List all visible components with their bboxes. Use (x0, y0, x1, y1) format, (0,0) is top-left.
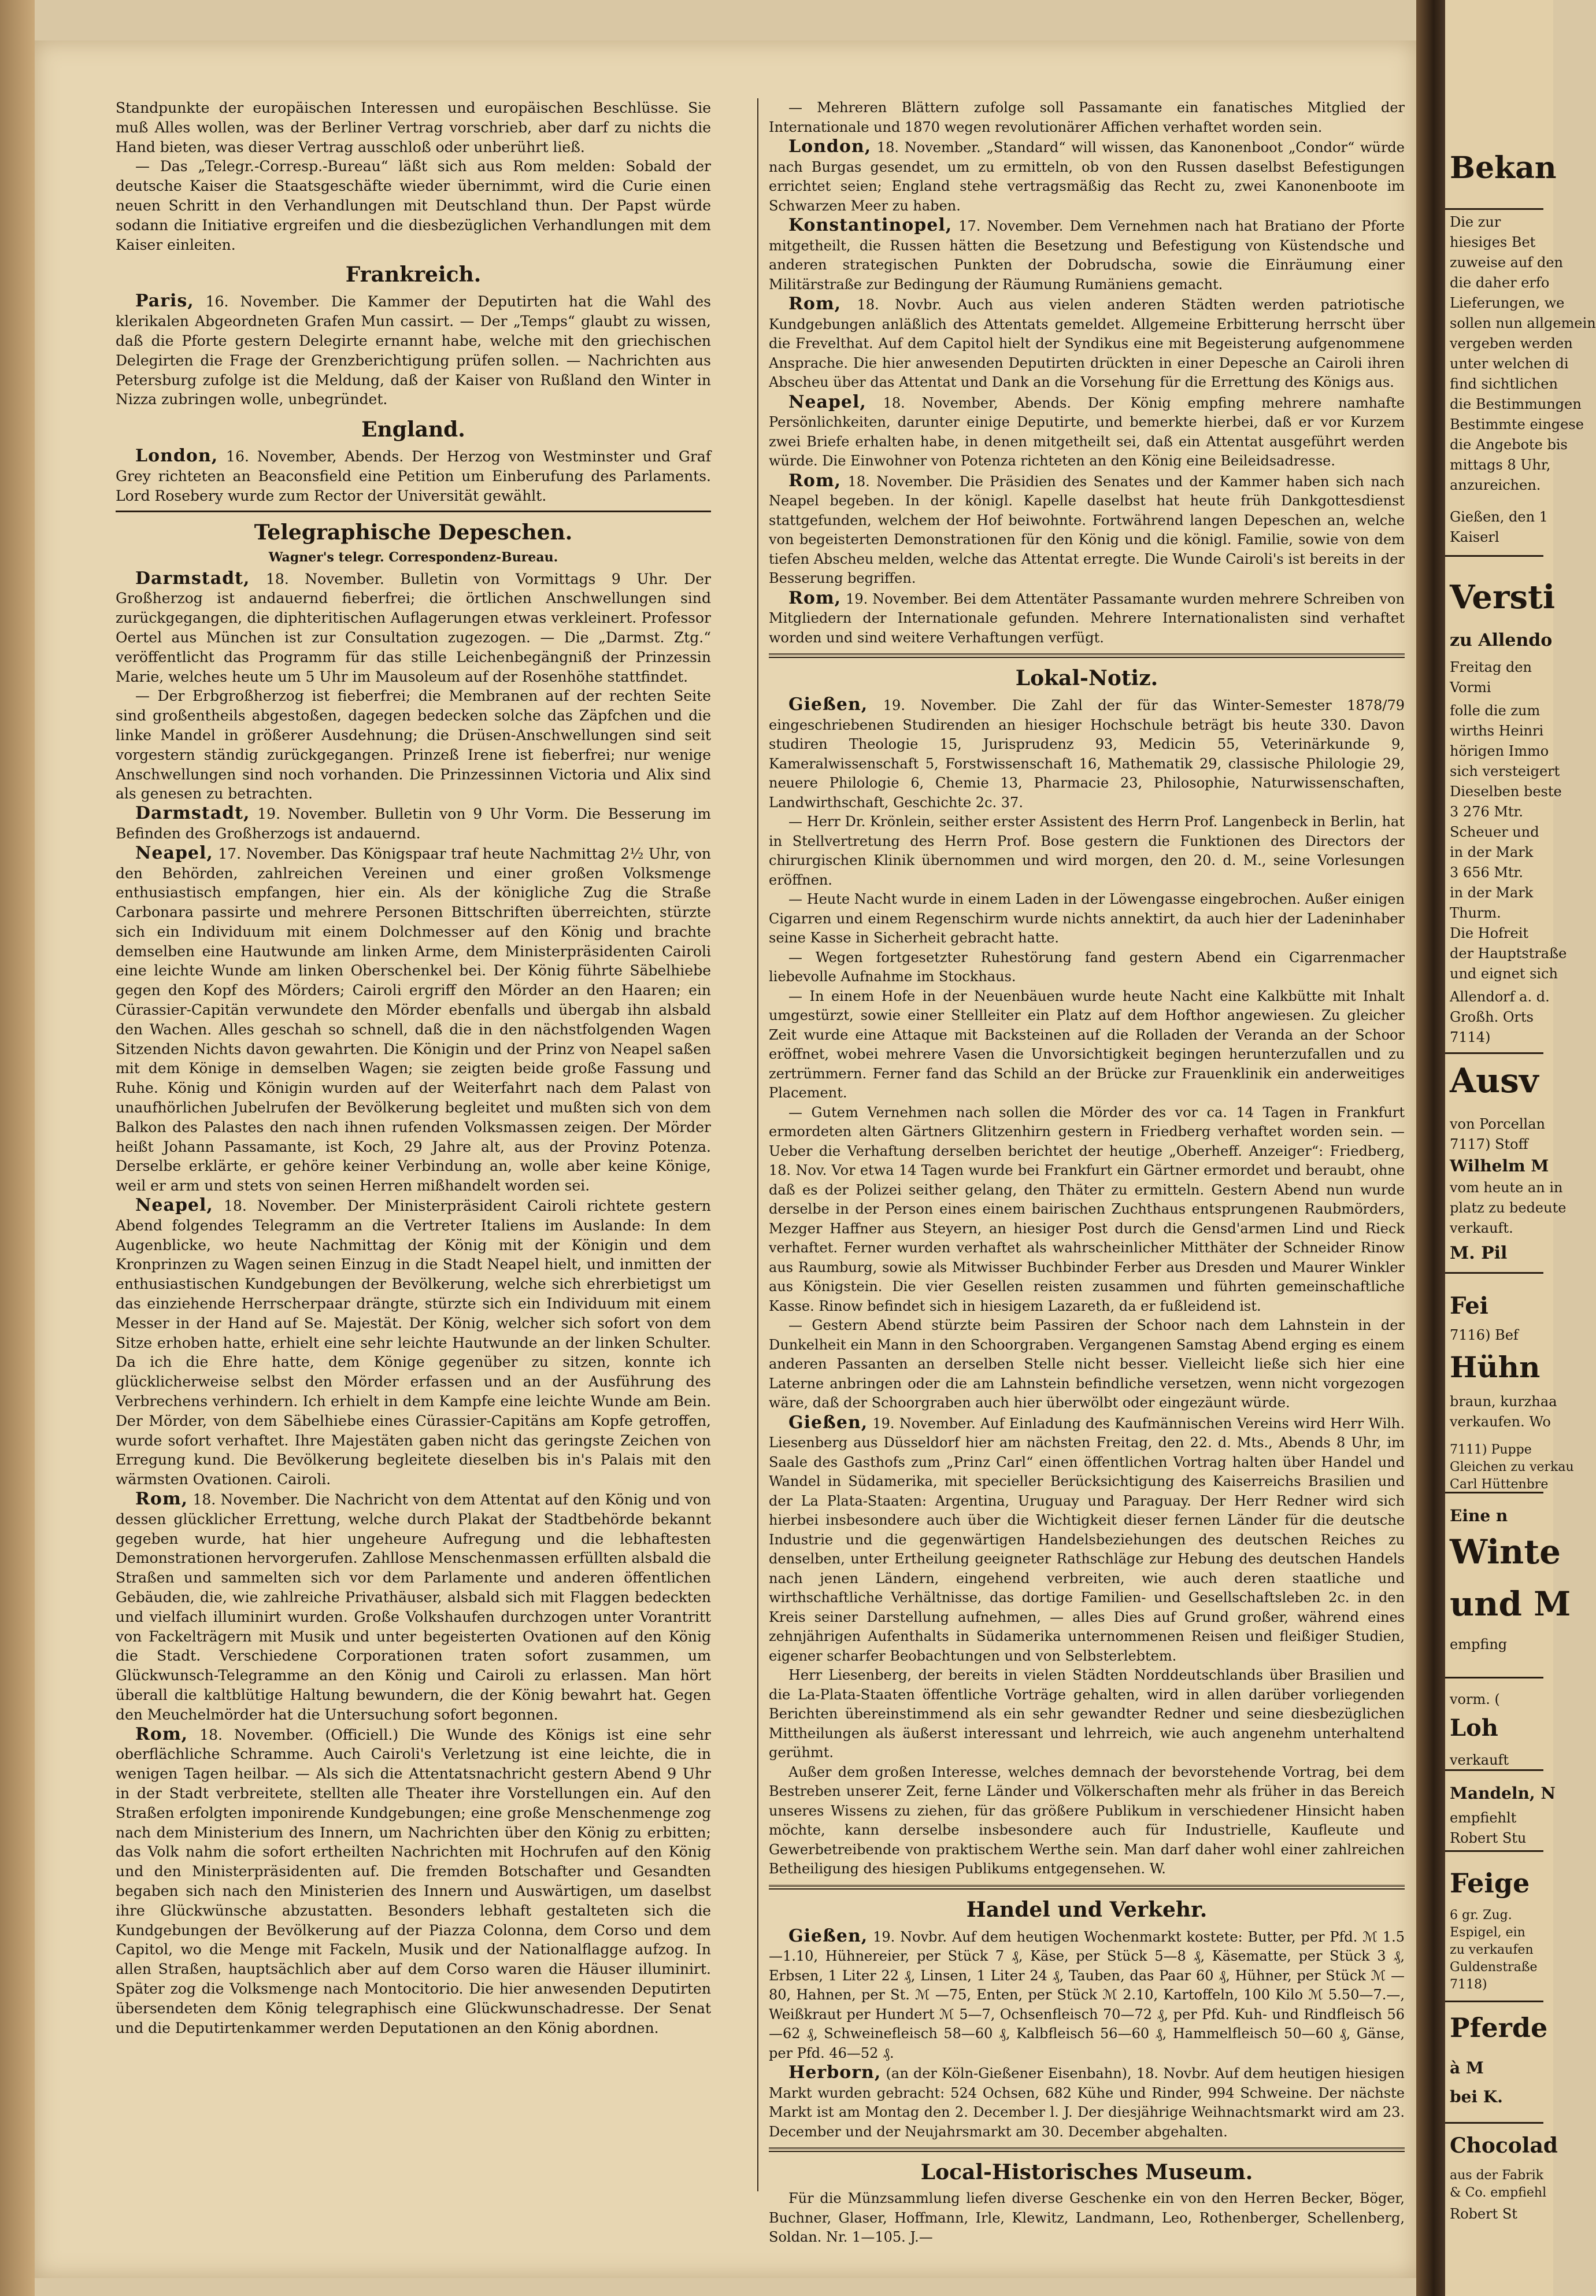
left-page-edge (0, 0, 35, 2296)
adjacent-page-text: die daher erfo (1450, 275, 1550, 291)
adjacent-page-text: zu Allendo (1450, 630, 1553, 650)
adjacent-page-text: Robert St (1450, 2206, 1517, 2222)
adjacent-page-rule (1445, 1492, 1543, 1493)
adjacent-page-text: und eignet sich (1450, 966, 1558, 982)
dateline: Rom, (788, 294, 842, 314)
paragraph-text: — Das „Telegr.-Corresp.-Bureau“ läßt sich aus Rom melden: Sobald der deutsche Kaiser die Staatsgeschäfte wieder übernimmt, wird die Curie einen neuen Schritt in den Verhandlungen mit Deutschland thun. Der Papst würde sodann die Initiative ergreifen und die diesbezüglichen Verhandlungen mit dem Kaiser einleiten. (116, 158, 711, 253)
dateline: Rom, (788, 470, 842, 491)
article-paragraph (769, 812, 1405, 890)
adjacent-page-text: sollen nun allgemein (1450, 315, 1596, 331)
adjacent-page-text: Die zur (1450, 214, 1501, 230)
paragraph-text: — Gutem Vernehmen nach sollen die Mörder des vor ca. 14 Tagen in Frankfurt ermordeten alten Gärtners Glitzenhirn gestern in Friedberg verhaftet worden sein. — Ueber die Verhaftung derselben berichtet der heutige „Oberheff. Anzeiger“: Friedberg, 18. Nov. Vor etwa 14 Tagen wurde bei Frankfurt ein Gärtner ermordet und beraubt, ohne daß es der Polizei seither gelang, den Thäter zu ermitteln. Gestern Abend nun wurde derselbe in der Person eines einem bairischen Zuchthaus entsprungenen Raubmörders, Mezger Haffner aus Steyern, an hiesiger Post durch die Gensd'armen Lind und Rieck verhaftet. Ferner wurden verhaftet als wahrscheinlicher Mitthäter der Schneider Rinow aus Raumburg, sowie als Mitwisser Buchbinder Ferber aus Dresden und Maurer Winkler aus Königstein. Die vier Gesellen reisten zusammen und führten gemeinschaftliche Kasse. Rinow befindet sich in hiesigem Lazareth, da er fußleidend ist. (769, 1104, 1405, 1314)
paragraph-text: — Herr Dr. Krönlein, seither erster Assistent des Herrn Prof. Langenbeck in Berlin, hat in Stellvertretung des Herrn Prof. Bose gestern die Funktionen des Directors der chirurgischen Klinik übernommen und wird morgen, den 20. d. M., seine Vorlesungen eröffnen. (769, 814, 1405, 888)
paragraph-text: 16. November. Die Kammer der Deputirten hat die Wahl des klerikalen Abgeordneten Grafen Mun cassirt. — Der „Temps“ glaubt zu wissen, daß die Pforte gestern Delegirte ernannt habe, welche mit den griechischen Delegirten die Frage der Grenzberichtigung prüfen sollen. — Nachrichten aus Petersburg zufolge ist die Meldung, daß der Kaiser von Rußland den Winter in Nizza zubringen wolle, unbegründet. (116, 293, 711, 408)
adjacent-page-text: Versti (1450, 578, 1556, 616)
paragraph-text: 19. November. Auf Einladung des Kaufmännischen Vereins wird Herr Wilh. Liesenberg aus Düsseldorf hier am nächsten Freitag, den 22. d. Mts., Abends 8 Uhr, im Saale des Gasthofs zum „Prinz Carl“ einen öffentlichen Vortrag halten über Handel und Wandel in Südamerika, mit specieller Berücksichtigung des Kaiserreichs Brasilien und der La Plata-Staaten: Argentina, Uruguay und Paraguay. Der Herr Redner wird sich hierbei insbesondere auch über die Wichtigkeit dieser fernen Länder für die deutsche Industrie und die gegenwärtigen Handelsbeziehungen des deutschen Reiches zu denselben, unter Ertheilung geeigneter Rathschläge zur Hebung des deutschen Handels nach jenen Ländern, eingehend verbreiten, wie auch deren staatliche und wirthschaftliche Verhältnisse, das dortige Familien- und Gesellschaftsleben 2c. in den Kreis seiner Darstellung aufnehmen, — alles Dies auf Grund großer, während eines zehnjährigen Aufenthalts in Südamerika unternommenen Reisen und fleißiger Studien, eigener scharfer Beobachtungen und von Selbsterlebtem. (769, 1415, 1405, 1664)
section-heading: Frankreich. (345, 262, 482, 287)
article-paragraph (769, 890, 1405, 948)
article-paragraph (116, 446, 711, 505)
paragraph-text: 18. November, Abends. Der König empfing mehrere namhafte Persönlichkeiten, darunter einige Deputirte, und bemerkte hierbei, daß er vor Kurzem zwei Briefe erhalten habe, in denen mitgetheilt sei, daß ein Attentat ausgeführt werden würde. Die Einwohner von Potenza richteten an den König eine Beileidsadresse. (769, 394, 1405, 469)
adjacent-page-text: folle die zum (1450, 703, 1541, 719)
adjacent-page-text: unter welchen di (1450, 356, 1569, 372)
adjacent-page-text: Lieferungen, we (1450, 295, 1565, 311)
article-paragraph (116, 98, 711, 157)
column-divider (757, 98, 758, 2191)
adjacent-page-text: Bestimmte eingese (1450, 416, 1584, 432)
adjacent-page-text: der Hauptstraße (1450, 945, 1567, 962)
adjacent-page-text: & Co. empfiehl (1450, 2186, 1547, 2200)
adjacent-page-text: Freitag den (1450, 659, 1532, 675)
adjacent-page-rule (1445, 1677, 1543, 1678)
adjacent-page-text: 7118) (1450, 1977, 1487, 1992)
adjacent-page-text: Espigel, ein (1450, 1925, 1525, 1940)
adjacent-page-text: Gießen, den 1 (1450, 509, 1548, 525)
paragraph-text: 18. Novbr. Auch aus vielen anderen Städten werden patriotische Kundgebungen anläßlich des Attentats gemeldet. Allgemeine Erbitterung herrscht über die Frevelthat. Auf dem Capitol hielt der Syndikus eine mit Begeisterung aufgenommene Ansprache. Die hier anwesenden Deputirten drückten in einer Depesche an Cairoli ihren Abscheu über das Attentat und Dank an die Vorsehung für die Errettung des Königs aus. (769, 297, 1405, 390)
paragraph-text: — Heute Nacht wurde in einem Laden in der Löwengasse eingebrochen. Außer einigen Cigarren und einem Regenschirm wurde nichts annektirt, da auch hier der Ladeninhaber seine Kasse in Sicherheit gebracht hatte. (769, 891, 1405, 946)
adjacent-page-text: empfiehlt (1450, 1810, 1517, 1826)
section-rule (116, 511, 711, 512)
dateline: London, (135, 446, 219, 467)
paragraph-text: — Mehreren Blättern zufolge soll Passamante ein fanatisches Mitglied der Internationale und 1870 wegen revolutionärer Affichen verhaftet worden sein. (769, 99, 1405, 135)
adjacent-page-text: Fei (1450, 1292, 1488, 1319)
adjacent-page-text: Carl Hüttenbre (1450, 1477, 1549, 1492)
article-paragraph (116, 1725, 711, 2038)
sub-heading: Wagner's telegr. Correspondenz-Bureau. (268, 549, 558, 565)
adjacent-page-text: zu verkaufen (1450, 1943, 1534, 1957)
adjacent-page-text: bei K. (1450, 2087, 1503, 2106)
article-paragraph (769, 695, 1405, 812)
adjacent-page-text: vergeben werden (1450, 335, 1573, 352)
adjacent-page-rule (1445, 1850, 1543, 1852)
article-paragraph (116, 1489, 711, 1725)
adjacent-page-rule (1445, 208, 1543, 210)
article-paragraph (116, 686, 711, 804)
adjacent-page-text: Pferde (1450, 2012, 1548, 2043)
dateline: Gießen, (788, 1412, 868, 1433)
adjacent-page-text: verkauft (1450, 1752, 1509, 1768)
paragraph-text: 18. November. Der Ministerpräsident Cairoli richtete gestern Abend folgendes Telegramm an die Vertreter Italiens im Auslande: In dem Augenblicke, wo heute Nachmittag der König mit der Königin und dem Kronprinzen zu Wagen seinen Einzug in die Stadt Neapel hielt, und inmitten der enthusiastischen Kundgebungen der Bevölkerung, welche sich ehrerbietigst um das einziehende Herrscherpaar drängte, stürzte sich ein Individuum mit einem Messer in der Hand auf Se. Majestät. Der König, welcher sich sofort von dem Sitze erhoben hatte, erhielt eine sehr leichte Hautwunde an der linken Schulter. Da ich die Ehre hatte, dem Könige gegenüber zu sitzen, konnte ich glücklicherweise selbst den Mörder erfassen und an der Ausführung des Verbrechens verhindern. Ich erhielt in dem Kampfe eine leichte Wunde am Bein. Der Mörder, von dem Säbelhiebe eines Cürassier-Capitäns am Kopfe getroffen, wurde sofort verhaftet. Ihre Majestäten gaben nicht das geringste Zeichen von Erregung kund. Die Bevölkerung begleitete dieselben bis in's Palais mit den wärmsten Ovationen. Cairoli. (116, 1197, 711, 1488)
adjacent-page-text: Großh. Orts (1450, 1009, 1534, 1025)
double-rule (769, 653, 1405, 658)
adjacent-page-text: von Porcellan (1450, 1116, 1545, 1132)
article-paragraph (769, 2189, 1405, 2247)
paragraph-text: 18. November. Bulletin von Vormittags 9 Uhr. Der Großherzog ist andauernd fieberfrei; die örtlichen Anschwellungen sind zurückgegangen, die diphteritischen Auflagerungen etwas verkleinert. Professor Oertel aus München ist zur Consultation zugezogen. — Die „Darmst. Ztg.“ veröffentlicht das Programm für das stille Leichenbegängniß der Prinzessin Marie, welches heute um 5 Uhr im Mausoleum auf der Rosenhöhe stattfindet. (116, 570, 711, 685)
adjacent-page-text: die Angebote bis (1450, 437, 1568, 453)
adjacent-page-text: M. Pil (1450, 1243, 1508, 1263)
paragraph-text: (an der Köln-Gießener Eisenbahn), 18. Novbr. Auf dem heutigen hiesigen Markt wurden gebracht: 524 Ochsen, 682 Kühe und Rinder, 994 Schweine. Der nächste Markt ist am Montag den 2. December l. J. Der diesjährige Weihnachtsmarkt wird am 23. December und der Neujahrsmarkt am 30. December abgehalten. (769, 2065, 1405, 2140)
adjacent-page-rule (1445, 1052, 1543, 1054)
adjacent-page-text: Winte (1450, 1532, 1561, 1572)
paragraph-text: — Der Erbgroßherzog ist fieberfrei; die Membranen auf der rechten Seite sind großentheils abgestoßen, dagegen bedecken solche das Zäpfchen und die linke Mandel in größerer Ausdehnung; die Drüsen-Anschwellungen sind seit vorgestern ständig zurückgegangen. Prinzeß Irene ist fieberfrei; nur wenige Anschwellungen sind noch vorhanden. Die Prinzessinnen Victoria und Alix sind als genesen zu betrachten. (116, 687, 711, 803)
book-gutter (1416, 0, 1445, 2296)
article-paragraph (769, 987, 1405, 1103)
article-paragraph (116, 291, 711, 409)
dateline: Neapel, (135, 1195, 213, 1216)
adjacent-page-text: verkauft. (1450, 1220, 1513, 1236)
adjacent-page-text: 3 276 Mtr. (1450, 804, 1524, 820)
adjacent-page-text: vorm. ( (1450, 1691, 1500, 1707)
paragraph-text: 17. November. Das Königspaar traf heute Nachmittag 2½ Uhr, von den Behörden, zahlreichen Vereinen und einer großen Volksmenge enthusiastisch empfangen, hier ein. Als der königliche Zug die Straße Carbonara passirte und mehrere Personen Bittschriften überreichten, stürzte sich ein Individuum mit einem Dolchmesser auf den König und brachte demselben eine Hautwunde am linken Arme, dem Ministerpräsidenten Cairoli eine leichte Wunde am linken Oberschenkel bei. Der König führte Säbelhiebe gegen den Kopf des Mörders; Cairoli ergriff den Mörder an den Haaren; ein Cürassier-Capitän verwundete den Mörder ebenfalls und übergab ihn alsbald den Wachen. Alles geschah so schnell, daß die in den nächstfolgenden Wagen Sitzenden Nichts davon gewahrten. Die Königin und der Prinz von Neapel saßen mit dem Könige in demselben Wagen; sie zeigten beide große Fassung und Ruhe. König und Königin wurden auf der Weiterfahrt nach dem Palast von unaufhörlichen Jubelrufen der Bevölkerung begleitet und mußten sich von dem Balkon des Palastes den nach ihnen rufenden Volksmassen zeigen. Der Mörder heißt Johann Passamante, ist Koch, 29 Jahre alt, aus der Provinz Potenza. Derselbe erklärte, er gehöre keiner Verbindung an, wolle aber keine Könige, weil er arm und stets von seinen Herren mißhandelt worden sei. (116, 845, 711, 1195)
adjacent-page-text: Robert Stu (1450, 1830, 1527, 1846)
adjacent-page-text: Gleichen zu verkau (1450, 1460, 1574, 1474)
adjacent-page-text: Thurm. (1450, 905, 1501, 921)
adjacent-page-text: hiesiges Bet (1450, 234, 1536, 250)
adjacent-page-text: 6 gr. Zug. (1450, 1908, 1512, 1922)
adjacent-page-text: Guldenstraße (1450, 1960, 1538, 1975)
adjacent-page-text: in der Mark (1450, 885, 1534, 901)
paragraph-text: 18. November. „Standard“ will wissen, das Kanonenboot „Condor“ würde nach Burgas gesendet, um zu ermitteln, ob von den Russen daselbst Befestigungen errichtet seien; England stehe vertragsmäßig das Recht zu, zwei Kanonenboote im Schwarzen Meer zu haben. (769, 139, 1405, 214)
paragraph-text: 19. November. Die Zahl der für das Winter-Semester 1878/79 eingeschriebenen Studirenden an hiesiger Hochschule beträgt bis heute 330. Davon studiren Theologie 15, Jurisprudenz 93, Medicin 55, Veterinärkunde 9, Kameralwissenschaft 5, Forstwissenschaft 16, Mathematik 29, classische Philologie 29, neuere Philologie 6, Chemie 13, Pharmacie 23, Philosophie, Naturwissenschaften, Landwirthschaft, Geschichte 2c. 37. (769, 697, 1405, 811)
adjacent-page-text: à M (1450, 2058, 1484, 2077)
left-column (116, 98, 711, 2214)
article-paragraph (769, 393, 1405, 471)
section-heading: Local-Historisches Museum. (920, 2160, 1253, 2184)
article-paragraph (116, 157, 711, 254)
paragraph-text: — In einem Hofe in der Neuenbäuen wurde heute Nacht eine Kalkbütte mit Inhalt umgestürzt, sowie einer Stellleiter ein Platz auf dem Hofthor angewiesen. Zu gleicher Zeit wurde eine Attaque mit Backsteinen auf die Rolladen der Veranda an der Schoor eröffnet, wobei mehrere Vasen die Unvorsichtigkeit begingen herunterzufallen und zu zertrümmern. Ferner fand das Schild an der Brücke zur Frauenklinik ein anderweitiges Placement. (769, 988, 1405, 1101)
paragraph-text: 16. November, Abends. Der Herzog von Westminster und Graf Grey richteten an Beaconsfield eine Petition um Einberufung des Parlaments. Lord Rosebery wurde zum Rector der Universität gewählt. (116, 448, 711, 504)
adjacent-page-text: in der Mark (1450, 844, 1534, 860)
adjacent-page-text: anzureichen. (1450, 477, 1541, 493)
adjacent-page-text: Bekan (1450, 150, 1557, 186)
paragraph-text: — Gestern Abend stürzte beim Passiren der Schoor nach dem Lahnstein in der Dunkelheit ein Mann in den Schoorgraben. Vergangenen Samstag Abend erging es einem anderen Passanten an derselben Stelle nicht besser. Vielleicht ließe sich hier eine Laterne anbringen oder die am Lahnstein befindliche versetzen, wenn nicht vorgezogen wäre, daß der Schoorgraben auch hier überwölbt oder eingezäunt würde. (769, 1317, 1405, 1411)
adjacent-page-rule (1445, 2122, 1543, 2124)
article-paragraph (116, 1196, 711, 1489)
adjacent-page-fragment (1445, 0, 1596, 2296)
section-heading: England. (361, 417, 465, 442)
adjacent-page-text: Feige (1450, 1868, 1530, 1899)
article-paragraph (769, 216, 1405, 294)
adjacent-page-text: hörigen Immo (1450, 743, 1549, 759)
paragraph-text: 19. Novbr. Auf dem heutigen Wochenmarkt kostete: Butter, per Pfd. ℳ 1.5—1.10, Hühnereier, per Stück 7 ₰, Käse, per Stück 5—8 ₰, Käsematte, per Stück 3 ₰, Erbsen, 1 Liter 22 ₰, Linsen, 1 Liter 24 ₰, Tauben, das Paar 60 ₰, Hühner, per Stück ℳ —80, Hahnen, per St. ℳ —75, Enten, per Stück ℳ 2.10, Kartoffeln, 100 Kilo ℳ 5.50—7.—, Weißkraut per Hundert ℳ 5—7, Ochsenfleisch 70—72 ₰, per Pfd. Kuh- und Rindfleisch 56—62 ₰, Schweinefleisch 58—60 ₰, Kalbfleisch 56—60 ₰, Hammelfleisch 50—60 ₰, Gänse, per Pfd. 46—52 ₰. (769, 1928, 1405, 2061)
adjacent-page-text: Mandeln, N (1450, 1784, 1556, 1803)
adjacent-page-text: die Bestimmungen (1450, 396, 1582, 412)
dateline: Gießen, (788, 1925, 868, 1946)
article-paragraph (769, 589, 1405, 648)
adjacent-page-text: find sichtlichen (1450, 376, 1558, 392)
adjacent-page-rule (1445, 1272, 1543, 1274)
double-rule (769, 2147, 1405, 2152)
adjacent-page-text: Vormi (1450, 679, 1491, 696)
article-paragraph (769, 471, 1405, 589)
dateline: Neapel, (788, 391, 866, 412)
dateline: London, (788, 136, 872, 157)
adjacent-page-text: Hühn (1450, 1350, 1541, 1384)
adjacent-page-rule (1445, 555, 1543, 557)
dateline: Rom, (135, 1489, 188, 1509)
article-paragraph (116, 844, 711, 1196)
article-paragraph (769, 294, 1405, 393)
adjacent-page-text: Ausv (1450, 1061, 1539, 1100)
dateline: Rom, (788, 587, 842, 608)
adjacent-page-text: zuweise auf den (1450, 254, 1563, 271)
adjacent-page-text: empfing (1450, 1636, 1508, 1652)
paragraph-text: 18. November. Die Präsidien des Senates und der Kammer haben sich nach Neapel begeben. In der königl. Kapelle daselbst hat heute früh Dankgottesdienst stattgefunden, welchem der Hof beiwohnte. Fortwährend langen Depeschen an, welche von begeisterten Demonstrationen für den König und die königl. Familie, sowie von dem tiefen Abscheu melden, welche das Attentat erregte. Die Wunde Cairoli's ist bereits in der Besserung begriffen. (769, 473, 1405, 586)
article-paragraph (769, 1927, 1405, 2064)
adjacent-page-text: Die Hofreit (1450, 925, 1529, 941)
adjacent-page-text: vom heute an in (1450, 1180, 1563, 1196)
dateline: Herborn, (788, 2062, 882, 2083)
adjacent-page-text: Dieselben beste (1450, 783, 1562, 800)
adjacent-page-text: 7114) (1450, 1029, 1491, 1045)
right-column (769, 98, 1405, 2245)
adjacent-page-text: braun, kurzhaa (1450, 1393, 1557, 1410)
section-heading: Lokal-Notiz. (1015, 666, 1158, 690)
adjacent-page-text: mittags 8 Uhr, (1450, 457, 1551, 473)
adjacent-page-text: wirths Heinri (1450, 723, 1544, 739)
adjacent-page-rule (1445, 1769, 1543, 1771)
adjacent-page-text: Kaiserl (1450, 529, 1499, 545)
paragraph-text: Standpunkte der europäischen Interessen und europäischen Beschlüsse. Sie muß Alles wollen, was der Berliner Vertrag vorschrieb, aber darf zu nichts die Hand bieten, was dieser Vertrag ausschloß oder unberührt ließ. (116, 99, 711, 156)
adjacent-page-text: verkaufen. Wo (1450, 1414, 1551, 1430)
adjacent-page-text: Chocolad (1450, 2134, 1558, 2158)
section-heading: Telegraphische Depeschen. (254, 520, 573, 545)
adjacent-page-text: aus der Fabrik (1450, 2168, 1544, 2183)
article-paragraph (769, 1316, 1405, 1413)
adjacent-page-text: 7116) Bef (1450, 1327, 1519, 1343)
dateline: Darmstadt, (135, 803, 250, 824)
adjacent-page-text: 7117) Stoff (1450, 1136, 1528, 1152)
adjacent-page-text: platz zu bedeute (1450, 1200, 1567, 1216)
paragraph-text: 19. November. Bei dem Attentäter Passamante wurden mehrere Schreiben von Mitgliedern der Internationale gefunden. Mehrere Internationalisten sind verhaftet worden und sind weitere Verhaftungen verfügt. (769, 590, 1405, 646)
article-paragraph (769, 1103, 1405, 1317)
article-paragraph (769, 98, 1405, 137)
dateline: Darmstadt, (135, 568, 250, 589)
adjacent-page-text: Eine n (1450, 1506, 1508, 1525)
dateline: Neapel, (135, 842, 213, 863)
adjacent-page-text: Scheuer und (1450, 824, 1539, 840)
dateline: Paris, (135, 291, 194, 312)
adjacent-page-text: Allendorf a. d. (1450, 989, 1550, 1005)
adjacent-page-text: Loh (1450, 1714, 1498, 1742)
paragraph-text: Für die Münzsammlung liefen diverse Geschenke ein von den Herren Becker, Böger, Buchner, Glaser, Hoffmann, Irle, Klewitz, Landmann, Leo, Rothenberger, Schellenberg, Soldan. Nr. 1—105. J.— (769, 2190, 1405, 2245)
double-rule (769, 1885, 1405, 1890)
article-paragraph (769, 1763, 1405, 1879)
article-paragraph (116, 804, 711, 844)
paragraph-text: 18. November. Die Nachricht von dem Attentat auf den König und von dessen glücklicher Errettung, welche durch Plakat der Stadtbehörde bekannt gegeben wurde, hat hier ungeheure Aufregung und die lebhaftesten Demonstrationen hervorgerufen. Zahllose Menschenmassen erfüllten alsbald die Straßen und sammelten sich vor dem Parlamente und anderen öffentlichen Gebäuden, die, wie zahlreiche Privathäuser, alsbald sich mit Flaggen bedeckten und vielfach illuminirt wurden. Große Volkshaufen durchzogen unter Vorantritt von Fackelträgern mit Musik und unter begeisterten Ovationen auf den König die Stadt. Verschiedene Corporationen traten sofort zusammen, um Glückwunsch-Telegramme an den König und Cairoli zu erlassen. Man hört überall die kaltblütige Haltung bewundern, die der König bewahrt hat. Gegen den Meuchelmörder hat die Untersuchung sofort begonnen. (116, 1491, 711, 1723)
article-paragraph (769, 1666, 1405, 1763)
dateline: Gießen, (788, 694, 868, 715)
dateline: Konstantinopel, (788, 215, 953, 235)
adjacent-page-rule (1445, 2001, 1543, 2002)
dateline: Rom, (135, 1724, 188, 1744)
paragraph-text: 19. November. Bulletin von 9 Uhr Vorm. Die Besserung im Befinden des Großherzogs ist andauernd. (116, 805, 711, 842)
paragraph-text: Herr Liesenberg, der bereits in vielen Städten Norddeutschlands über Brasilien und die La-Plata-Staaten öffentliche Vorträge gehalten, wird in allen darüber vorliegenden Berichten übereinstimmend als ein sehr gewandter Redner und seine diesbezüglichen Mittheilungen als äußerst interessant und lehrreich, wie auch angenehm unterhaltend gerühmt. (769, 1667, 1405, 1761)
adjacent-page-text: 3 656 Mtr. (1450, 864, 1524, 881)
article-paragraph (769, 948, 1405, 987)
article-paragraph (769, 1413, 1405, 1666)
article-paragraph (769, 137, 1405, 216)
adjacent-page-text: und M (1450, 1584, 1571, 1624)
article-paragraph (116, 569, 711, 687)
paragraph-text: 18. November. (Officiell.) Die Wunde des Königs ist eine sehr oberflächliche Schramme. Auch Cairoli's Verletzung ist eine leichte, die in wenigen Tagen heilbar. — Als sich die Attentatsnachricht gestern Abend 9 Uhr in der Stadt verbreitete, stellten alle Theater ihre Vorstellungen ein. Auf den Straßen erfolgten imponirende Kundgebungen; eine große Menschenmenge zog nach dem Ministerium des Innern, um Nachrichten über den König zu erbitten; das Volk nahm die sofort ertheilten Nachrichten mit Hochrufen auf den König und den Ministerpräsidenten auf. Die fremden Botschafter und Gesandten begaben sich nach den Ministerien des Innern und Auswärtigen, um daselbst ihre Glückwünsche abzustatten. Besonders lebhaft gestalteten sich die Kundgebungen der Bevölkerung auf der Piazza Colonna, dem Corso und dem Capitol, wo die Menge mit Fackeln, Musik und der Nationalflagge aufzog. In allen Straßen, hauptsächlich aber auf dem Corso waren die Häuser illuminirt. Später zog die Volksmenge nach Montocitorio. Die hier anwesenden Deputirten übersendeten dem König telegraphisch eine Glückwunschadresse. Der Senat und die Deputirtenkammer werden Deputationen an den König abordnen. (116, 1726, 711, 2036)
adjacent-page-text: Wilhelm M (1450, 1156, 1549, 1175)
section-heading: Handel und Verkehr. (966, 1897, 1208, 1922)
adjacent-page-text: 7111) Puppe (1450, 1443, 1532, 1457)
paragraph-text: 17. November. Dem Vernehmen nach hat Bratiano der Pforte mitgetheilt, die Russen hätten die Besetzung und Befestigung von Küstendsche und anderen strategischen Punkten der Dobrudscha, sowie die Einräumung einer Militärstraße zur Bedingung der Räumung Rumäniens gemacht. (769, 218, 1405, 293)
article-paragraph (769, 2063, 1405, 2142)
adjacent-page-text: sich versteigert (1450, 763, 1560, 779)
paragraph-text: Außer dem großen Interesse, welches demnach der bevorstehende Vortrag, bei dem Bestreben unserer Zeit, ferne Länder und Völkerschaften mehr als früher in das Bereich unseres Wissens zu ziehen, für das größere Publikum in verschiedener Hinsicht haben möchte, kann derselbe insbesondere auch für Industrielle, Kaufleute und Gewerbetreibende von praktischem Werthe sein. Man darf daher wohl einer zahlreichen Betheiligung des hiesigen Publikums entgegensehen. W. (769, 1763, 1405, 1877)
paragraph-text: — Wegen fortgesetzter Ruhestörung fand gestern Abend ein Cigarrenmacher liebevolle Aufnahme im Stockhaus. (769, 949, 1405, 985)
